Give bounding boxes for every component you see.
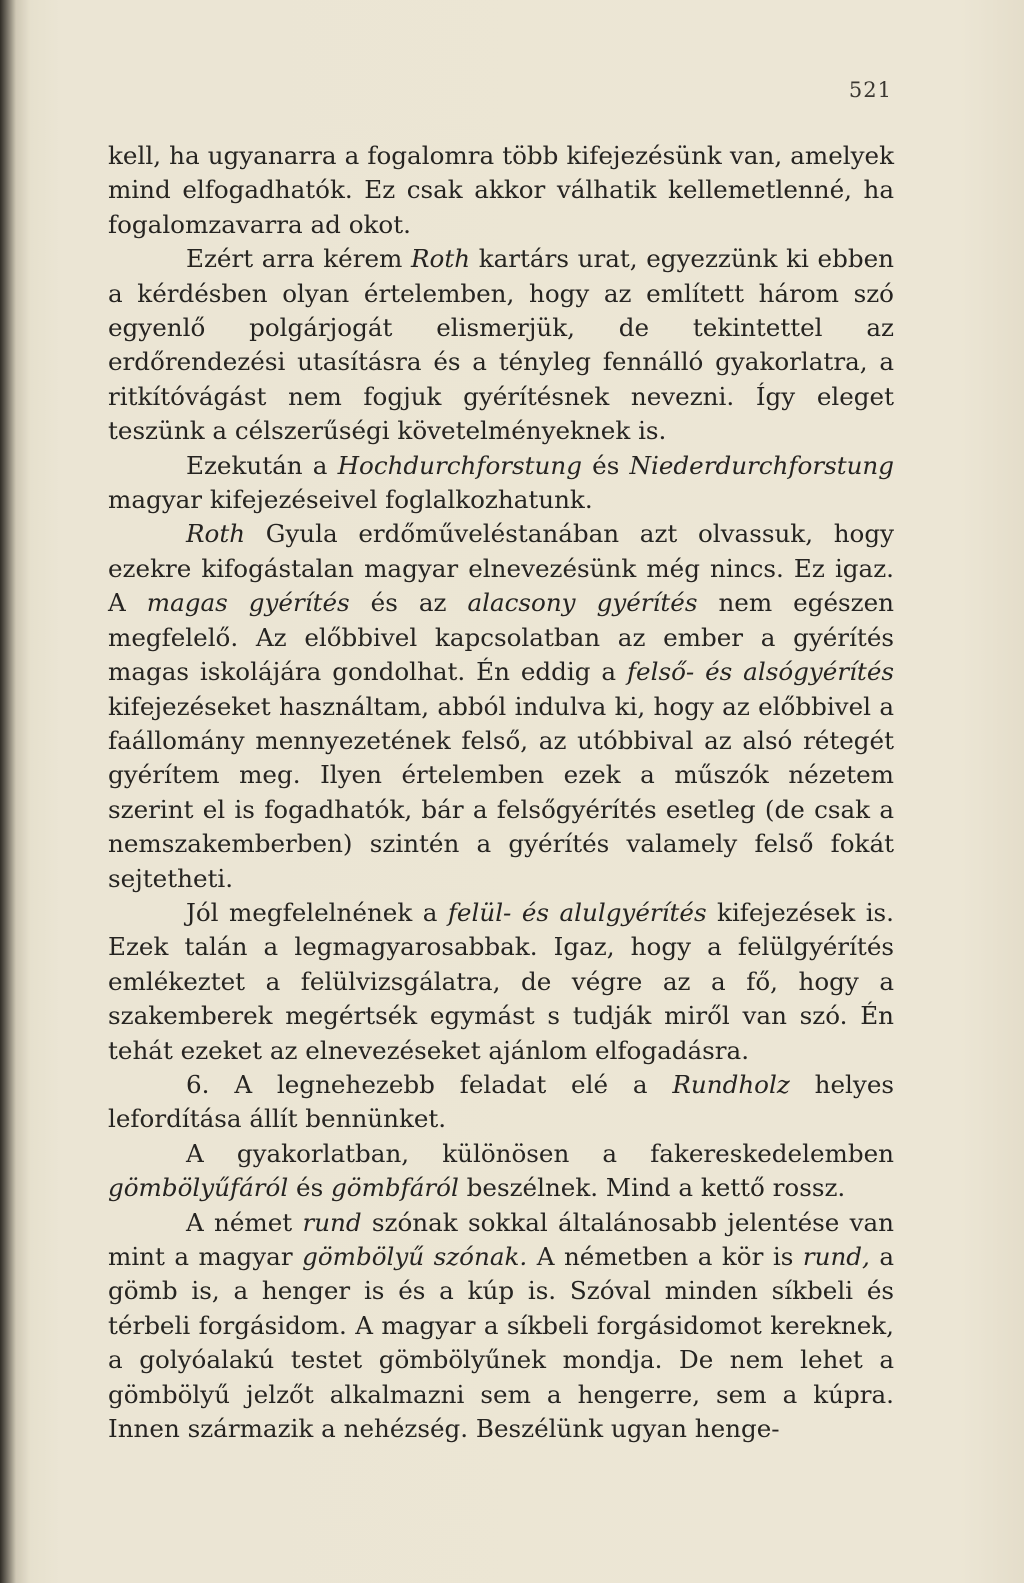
italic-term: alacsony gyérítés <box>467 588 698 618</box>
italic-term: Hochdurchforstung <box>337 450 582 480</box>
text-run: beszélnek. Mind a kettő rossz. <box>458 1173 846 1203</box>
italic-term: felső- és alsógyérítés <box>626 657 894 687</box>
text-run: kartárs urat, egyezzünk ki ebben a kérdésben olyan értelemben, hogy az említett három szó egyenlő polgárjogát elismerjük, de tekintettel az erdőrendezési utasításra és a tényleg fennálló gyakorlatra, a ritkítóvágást nem fogjuk gyérítésnek nevezni. Így eleget teszünk a célszerűségi követelményeknek is. <box>108 244 894 446</box>
text-run: szónak sokkal általánosabb jelentése van mint a magyar <box>108 1207 894 1271</box>
text-run: nem egészen megfelelő. Az előbbivel kapcsolatban az ember a gyérítés magas iskolájára gondolhat. Én eddig a <box>108 588 894 687</box>
text-run: Ezért arra kérem <box>186 244 411 274</box>
paragraph <box>108 1206 894 1447</box>
paragraph <box>108 449 894 518</box>
text-run: a gömb is, a henger is és a kúp is. Szóval minden síkbeli és térbeli forgásidom. A magyar a síkbeli forgásidomot kereknek, a golyóalakú testet gömbölyűnek mondja. De nem lehet a gömbölyű jelzőt alkalmazni sem a hengerre, sem a kúpra. Innen származik a nehézség. Beszélünk ugyan henge- <box>108 1242 894 1444</box>
paragraph <box>108 1068 894 1137</box>
text-run: 6. A legnehezebb feladat elé a <box>186 1069 673 1099</box>
text-run: magyar kifejezéseivel foglalkozhatunk. <box>108 485 593 515</box>
italic-term: rund <box>302 1207 362 1237</box>
paragraph <box>108 517 894 895</box>
paragraph <box>108 242 894 448</box>
italic-term: gömbfáról <box>331 1173 459 1203</box>
italic-term: Niederdurchforstung <box>629 450 895 480</box>
text-run: A gyakorlatban, különösen a fakereskedelemben <box>186 1138 894 1168</box>
italic-term: magas gyérítés <box>146 588 350 618</box>
body-text <box>108 139 894 1446</box>
text-run: A német <box>186 1207 303 1237</box>
italic-term: Rundholz <box>672 1069 790 1099</box>
text-run: és <box>288 1173 332 1203</box>
italic-term: Roth <box>411 244 471 274</box>
paragraph <box>108 1137 894 1206</box>
italic-term: felül- és alulgyérítés <box>447 897 707 927</box>
italic-term: rund, <box>802 1242 870 1271</box>
text-run: és az <box>349 588 468 618</box>
text-run: A németben a kör is <box>527 1242 803 1271</box>
text-run: kifejezések is. Ezek talán a legmagyarosabbak. Igaz, hogy a felülgyérítés emlékeztet a felülvizsgálatra, de végre az a fő, hogy a szakemberek megértsék egymást s tudják miről van szó. Én tehát ezeket az elnevezéseket ajánlom elfogadásra. <box>108 897 894 1065</box>
italic-term: Roth <box>186 519 246 549</box>
paragraph <box>108 139 894 242</box>
text-run: és <box>581 450 630 480</box>
text-run: Gyula erdőműveléstanában azt olvassuk, hogy ezekre kifogástalan magyar elnevezésünk még nincs. Ez igaz. A <box>108 519 894 618</box>
italic-term: gömbölyű szónak. <box>302 1242 528 1271</box>
text-run: kell, ha ugyanarra a fogalomra több kifejezésünk van, amelyek mind elfogadhatók. Ez csak akkor válhatik kellemetlenné, ha fogalomzavarra ad okot. <box>108 141 894 239</box>
text-run: Ezekután a <box>186 450 338 480</box>
text-run: kifejezéseket használtam, abból indulva ki, hogy az előbbivel a faállomány mennyezetének felső, az utóbbival az alsó rétegét gyérítem meg. Ilyen értelemben ezek a műszók nézetem szerint el is fogadhatók, bár a felsőgyérítés esetleg (de csak a nemszakemberben) szintén a gyérítés valamely felső fokát sejtetheti. <box>108 691 894 893</box>
text-run: helyes lefordítása állít bennünket. <box>108 1069 894 1134</box>
page-number: 521 <box>848 78 892 102</box>
italic-term: gömbölyűfáról <box>108 1173 289 1203</box>
paragraph <box>108 896 894 1068</box>
text-run: Jól megfelelnének a <box>186 897 448 927</box>
